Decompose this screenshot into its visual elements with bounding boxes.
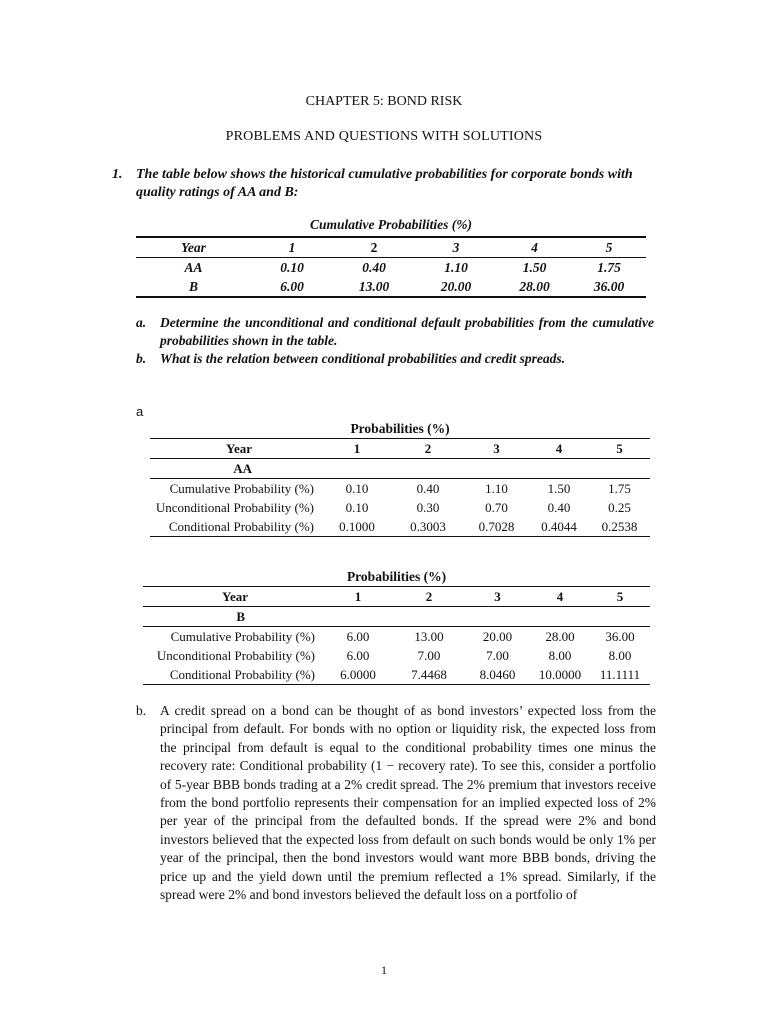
- table-cell: 7.00: [417, 647, 441, 663]
- table-header-row: [143, 587, 650, 607]
- chapter-title: CHAPTER 5: BOND RISK: [305, 94, 463, 109]
- table-cell: 1.10: [444, 259, 468, 275]
- question-1-text: The table below shows the historical cumulative probabilities for corporate bonds with quality ratings of AA and B:: [136, 167, 633, 200]
- header-cell: 3: [415, 237, 497, 258]
- table-cell: 1.50: [522, 259, 547, 275]
- table-cell: B: [136, 277, 251, 297]
- table-cell: 1.50: [547, 480, 571, 496]
- table-row: [150, 479, 650, 499]
- table-cell: 28.00: [545, 628, 575, 644]
- table-cell: 6.0000: [323, 665, 393, 685]
- table-row: [143, 665, 650, 685]
- subquestion-b-text: What is the relation between conditional probabilities and credit spreads.: [160, 351, 566, 366]
- table-cell: 13.00: [414, 628, 444, 644]
- table-cell: 6.00: [346, 647, 370, 663]
- table-cell: 0.30: [416, 499, 440, 515]
- table-group-row: [143, 607, 650, 627]
- table-cell: 13.00: [333, 277, 415, 297]
- header-cell: 5: [590, 587, 650, 607]
- group-label: B: [236, 608, 245, 624]
- table-cell: AA: [184, 259, 203, 275]
- header-cell: 3: [465, 587, 530, 607]
- row-label: Cumulative Probability (%): [170, 628, 315, 644]
- table-cell: 11.1111: [590, 665, 650, 685]
- header-cell: 1: [251, 237, 333, 258]
- header-cell: Year: [143, 587, 323, 607]
- table-header-row: [136, 237, 646, 258]
- header-cell: 2: [333, 237, 415, 258]
- table-cell: 0.40: [547, 499, 571, 515]
- table-row: [143, 646, 650, 665]
- table-cell: 8.0460: [465, 665, 530, 685]
- header-cell: 5: [589, 439, 650, 459]
- section-subtitle: PROBLEMS AND QUESTIONS WITH SOLUTIONS: [225, 129, 543, 144]
- probabilities-b-caption: Probabilities (%): [346, 569, 447, 584]
- table-cell: 20.00: [482, 628, 513, 644]
- table-cell: 0.2538: [589, 517, 650, 537]
- probabilities-aa-table: [150, 438, 650, 537]
- cumulative-table-caption: Cumulative Probabilities (%): [310, 217, 472, 232]
- table-row: [143, 627, 650, 647]
- table-cell: 7.4468: [393, 665, 465, 685]
- table-row: [136, 277, 646, 297]
- table-row: [150, 517, 650, 537]
- table-cell: 36.00: [605, 628, 635, 644]
- header-cell: 2: [393, 587, 465, 607]
- table-cell: 0.40: [416, 480, 440, 496]
- subquestion-b: [136, 350, 654, 368]
- table-cell: 0.10: [280, 259, 304, 275]
- row-label: Conditional Probability (%): [150, 517, 322, 537]
- table-cell: 20.00: [415, 277, 497, 297]
- table-cell: 0.1000: [322, 517, 392, 537]
- header-cell: 5: [572, 237, 646, 258]
- table-cell: 0.7028: [464, 517, 529, 537]
- table-row: [136, 258, 646, 278]
- table-cell: 0.10: [345, 499, 369, 515]
- header-cell: Year: [150, 439, 322, 459]
- subquestion-b-label: b.: [136, 351, 147, 366]
- table-cell: 0.4044: [529, 517, 589, 537]
- header-cell: 4: [529, 439, 589, 459]
- table-cell: 0.70: [485, 499, 508, 515]
- row-label: Unconditional Probability (%): [155, 499, 314, 515]
- row-label: Conditional Probability (%): [143, 665, 323, 685]
- table-group-row: [150, 459, 650, 479]
- table-cell: 28.00: [497, 277, 572, 297]
- table-cell: 1.75: [597, 259, 621, 275]
- table-row: [150, 498, 650, 517]
- table-cell: 8.00: [608, 647, 632, 663]
- table-cell: 10.0000: [530, 665, 590, 685]
- header-cell: 2: [392, 439, 464, 459]
- header-cell: 4: [497, 237, 572, 258]
- subquestion-a: [136, 314, 654, 350]
- subquestion-a-label: a.: [136, 315, 147, 330]
- probabilities-b-table: [143, 586, 650, 685]
- table-cell: 1.10: [485, 480, 508, 496]
- header-cell: 3: [464, 439, 529, 459]
- header-cell: 1: [322, 439, 392, 459]
- question-1: [112, 166, 657, 202]
- group-label: AA: [233, 460, 252, 476]
- table-cell: 36.00: [572, 277, 646, 297]
- table-cell: 0.40: [362, 259, 386, 275]
- answer-b-text: A credit spread on a bond can be thought of as bond investors’ expected loss from the principal from default. For bonds with no option or liquidity risk, the expected loss from the principal from default is equal to the conditional probability times one minus the recovery rate: Conditional probability (1 − recovery rate). To see this, consider a portfolio of 5-year BBB bonds trading at a 2% credit spread. The 2% premium that investors receive from the bond portfolio represents their compensation for an implied expected loss of 2% per year of the principal from the defaulted bonds. If the spread were 2% and bond investors believed that the expected loss from default on such bonds would be only 1% per year of the principal, then the bond investors would want more BBB bonds, driving the price up and the yield down until the premium reflected a 1% spread. Similarly, if the spread were 2% and bond investors believed the default loss on a portfolio of: [160, 703, 656, 903]
- table-cell: 0.3003: [392, 517, 464, 537]
- table-cell: 8.00: [548, 647, 572, 663]
- subquestion-a-text: Determine the unconditional and conditional default probabilities from the cumulative probabilities shown in the table.: [160, 315, 654, 348]
- table-cell: 0.10: [345, 480, 369, 496]
- header-cell: 4: [530, 587, 590, 607]
- table-cell: 0.25: [608, 499, 631, 515]
- header-cell: 1: [323, 587, 393, 607]
- row-label: Cumulative Probability (%): [169, 480, 314, 496]
- table-cell: 7.00: [486, 647, 509, 663]
- row-label: Unconditional Probability (%): [156, 647, 315, 663]
- probabilities-aa-caption: Probabilities (%): [350, 421, 450, 436]
- answer-a-label: a: [136, 404, 144, 419]
- table-cell: 6.00: [251, 277, 333, 297]
- question-1-number: 1.: [112, 167, 123, 182]
- header-cell: Year: [136, 237, 251, 258]
- page-number: 1: [381, 963, 387, 977]
- answer-b-label: b.: [136, 703, 147, 718]
- table-cell: 6.00: [346, 628, 370, 644]
- table-header-row: [150, 439, 650, 459]
- cumulative-probabilities-table: [136, 236, 646, 298]
- table-cell: 1.75: [608, 480, 631, 496]
- answer-b: [136, 702, 656, 904]
